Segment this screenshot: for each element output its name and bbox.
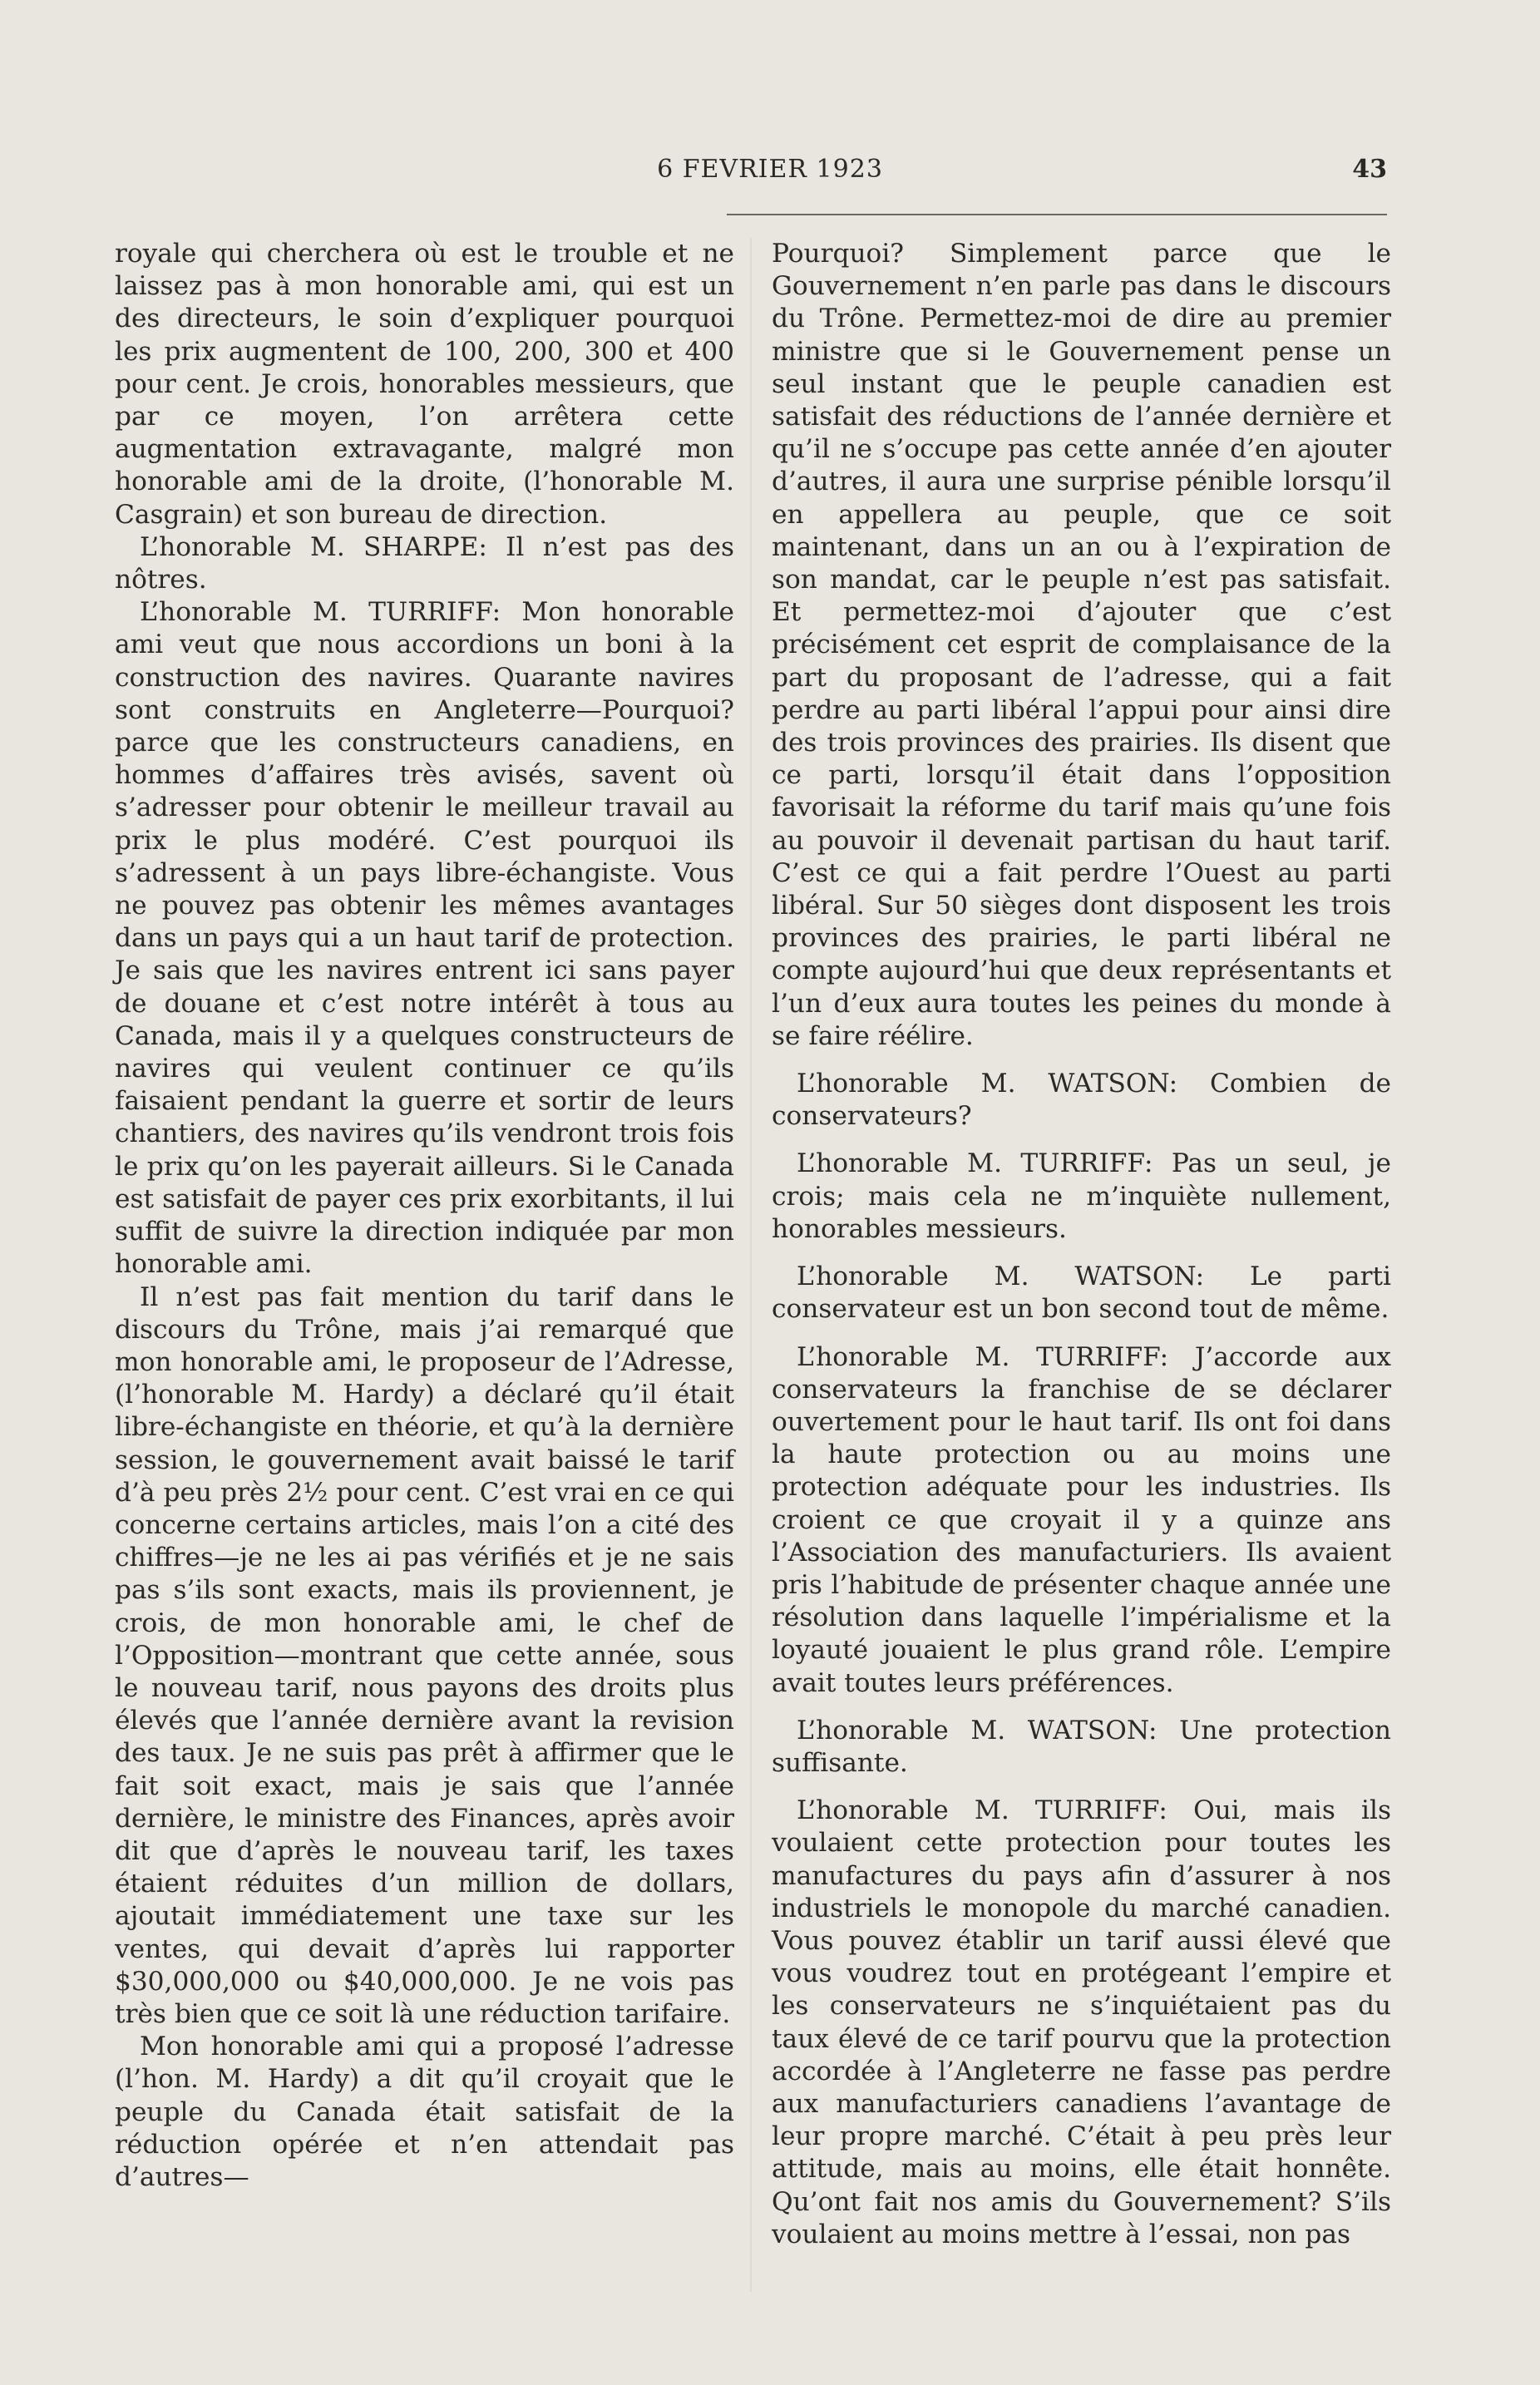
right-column xyxy=(772,238,1391,2251)
column-divider xyxy=(750,238,752,2292)
paragraph: Il n’est pas fait mention du tarif dans le discours du Trône, mais j’ai remarqué que mon honorable ami, le proposeur de l’Adresse, (l’honorable M. Hardy) a déclaré qu’il était libre-échangiste en théorie, et qu’à la dernière session, le gouvernement avait baissé le tarif d’à peu près 2½ pour cent. C’est vrai en ce qui concerne certains articles, mais l’on a cité des chiffres—je ne les ai pas vérifiés et je ne sais pas s’ils sont exacts, mais ils proviennent, je crois, de mon honorable ami, le chef de l’Opposition—montrant que cette année, sous le nouveau tarif, nous payons des droits plus élevés que l’année dernière avant la revision des taux. Je ne suis pas prêt à affirmer que le fait soit exact, mais je sais que l’année dernière, le ministre des Finances, après avoir dit que d’après le nouveau tarif, les taxes étaient réduites d’un million de dollars, ajoutait immédiatement une taxe sur les ventes, qui devait d’après lui rapporter $30,000,000 ou $40,000,000. Je ne vois pas très bien que ce soit là une réduction tarifaire. xyxy=(115,1281,734,2029)
paragraph: Pourquoi? Simplement parce que le Gouvernement n’en parle pas dans le discours du Trône. Permettez-moi de dire au premier ministre que si le Gouvernement pense un seul instant que le peuple canadien est satisfait des réductions de l’année dernière et qu’il ne s’occupe pas cette année d’en ajouter d’autres, il aura une surprise pénible lorsqu’il en appellera au peuple, que ce soit maintenant, dans un an ou à l’expiration de son mandat, car le peuple n’est pas satisfait. Et permettez-moi d’ajouter que c’est précisément cet esprit de complaisance de la part du proposant de l’adresse, qui a fait perdre au parti libéral l’appui pour ainsi dire des trois provinces des prairies. Ils disent que ce parti, lorsqu’il était dans l’opposition favorisait la réforme du tarif mais qu’une fois au pouvoir il devenait partisan du haut tarif. C’est ce qui a fait perdre l’Ouest au parti libéral. Sur 50 sièges dont disposent les trois provinces des prairies, le parti libéral ne compte aujourd’hui que deux représentants et l’un d’eux aura toutes les peines du monde à se faire réélire. xyxy=(772,239,1391,1051)
paragraph: L’honorable M. TURRIFF: Pas un seul, je crois; mais cela ne m’inquiète nullement, honorables messieurs. xyxy=(772,1148,1391,1244)
left-column xyxy=(115,238,734,2194)
page-number: 43 xyxy=(1352,155,1387,184)
paragraph: L’honorable M. TURRIFF: J’accorde aux conservateurs la franchise de se déclarer ouvertement pour le haut tarif. Ils ont foi dans la haute protection ou au moins une protection adéquate pour les industries. Ils croient ce que croyait il y a quinze ans l’Association des manufacturiers. Ils avaient pris l’habitude de présenter chaque année une résolution dans laquelle l’impérialisme et la loyauté jouaient le plus grand rôle. L’empire avait toutes leurs préférences. xyxy=(772,1341,1391,1698)
paragraph: L’honorable M. WATSON: Combien de conservateurs? xyxy=(772,1069,1391,1132)
paragraph: L’honorable M. WATSON: Le parti conservateur est un bon second tout de même. xyxy=(772,1262,1391,1325)
paragraph: royale qui cherchera où est le trouble et ne laissez pas à mon honorable ami, qui est un des directeurs, le soin d’expliquer pourquoi les prix augmentent de 100, 200, 300 et 400 pour cent. Je crois, honorables messieurs, que par ce moyen, l’on arrêtera cette augmentation extravagante, malgré mon honorable ami de la droite, (l’honorable M. Casgrain) et son bureau de direction. xyxy=(115,239,734,530)
paragraph: L’honorable M. SHARPE: Il n’est pas des nôtres. xyxy=(115,531,734,595)
paragraph: Mon honorable ami qui a proposé l’adresse (l’hon. M. Hardy) a dit qu’il croyait que le peuple du Canada était satisfait de la réduction opérée et n’en attendait pas d’autres— xyxy=(115,2032,734,2192)
paragraph: L’honorable M. TURRIFF: Mon honorable ami veut que nous accordions un boni à la construction des navires. Quarante navires sont construits en Angleterre—Pourquoi? parce que les constructeurs canadiens, en hommes d’affaires très avisés, savent où s’adresser pour obtenir le meilleur travail au prix le plus modéré. C’est pourquoi ils s’adressent à un pays libre-échangiste. Vous ne pouvez pas obtenir les mêmes avantages dans un pays qui a un haut tarif de protection. Je sais que les navires entrent ici sans payer de douane et c’est notre intérêt à tous au Canada, mais il y a quelques constructeurs de navires qui veulent continuer ce qu’ils faisaient pendant la guerre et sortir de leurs chantiers, des navires qu’ils vendront trois fois le prix qu’on les payerait ailleurs. Si le Canada est satisfait de payer ces prix exorbitants, il lui suffit de suivre la direction indiquée par mon honorable ami. xyxy=(115,597,734,1280)
header-rule xyxy=(727,214,1387,215)
paragraph: L’honorable M. WATSON: Une protection suffisante. xyxy=(772,1715,1391,1778)
paragraph: L’honorable M. TURRIFF: Oui, mais ils voulaient cette protection pour toutes les manufactures du pays afin d’assurer à nos industriels le monopole du marché canadien. Vous pouvez établir un tarif aussi élevé que vous voudrez tout en protégeant l’empire et les conservateurs ne s’inquiétaient pas du taux élevé de ce tarif pourvu que la protection accordée à l’Angleterre ne fasse pas perdre aux manufacturiers canadiens l’avantage de leur propre marché. C’était à peu près leur attitude, mais au moins, elle était honnête. Qu’ont fait nos amis du Gouvernement? S’ils voulaient au moins mettre à l’essai, non pas xyxy=(772,1795,1391,2249)
running-header-date: 6 FEVRIER 1923 xyxy=(657,155,883,184)
